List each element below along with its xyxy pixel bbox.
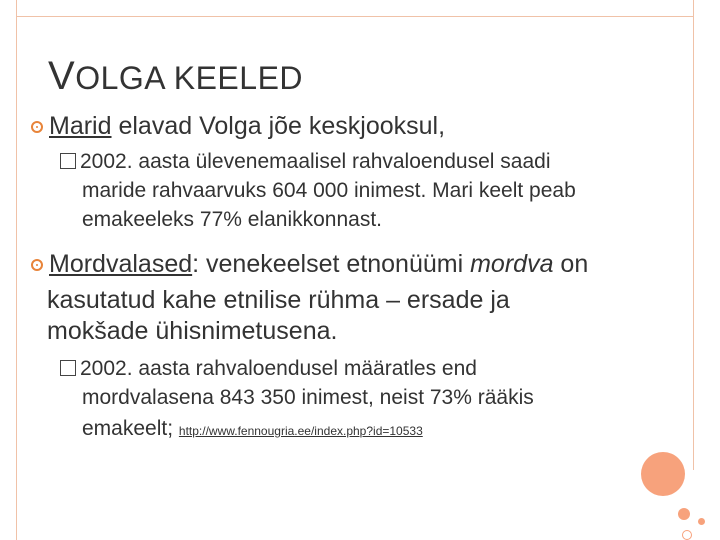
keyword-marid: Marid (49, 112, 112, 140)
fennougria-link[interactable]: http://www.fennougria.ee/index.php?id=10533 (178, 424, 423, 438)
decor-circle-small (678, 508, 690, 520)
slide-title (48, 54, 303, 99)
sub-bullet-marid-line1 (60, 147, 551, 176)
frame-line-top (16, 16, 694, 17)
decor-circle-large (641, 452, 685, 496)
sub-bullet-marid-line2: maride rahvaarvuks 604 000 inimest. Mari keelt peab (82, 179, 576, 202)
bullet-mordvalased (31, 246, 588, 282)
mordva-sub-line1: 2002. aasta rahvaloendusel määratles end (80, 357, 477, 380)
marid-text: elavad Volga jõe keskjooksul, (111, 112, 446, 140)
bullet-marid (31, 108, 445, 144)
bullet-circle-icon (31, 259, 43, 271)
mordvalased-line3: mokšade ühisnimetusena. (47, 317, 338, 345)
mordva-italic: mordva (470, 250, 554, 278)
title-initial: V (48, 54, 76, 98)
keyword-mordvalased: Mordvalased (49, 250, 193, 278)
checkbox-square-icon (60, 360, 76, 376)
sub-bullet-mordva-line1 (60, 354, 477, 383)
sub-bullet-mordva-line2: mordvalasena 843 350 inimest, neist 73% rääkis (82, 386, 534, 409)
frame-line-right (693, 0, 694, 470)
title-rest: OLGA KEELED (75, 60, 304, 96)
frame-line-left (16, 0, 17, 540)
mordvalased-text-b: on (553, 250, 589, 278)
sub-bullet-marid-line3: emakeeleks 77% elanikkonnast. (82, 208, 383, 231)
marid-sub-line1: 2002. aasta ülevenemaalisel rahvaloendusel saadi (80, 150, 551, 173)
mordva-sub-line3: emakeelt; (82, 417, 179, 440)
mordvalased-text-a: : venekeelset etnonüümi (192, 250, 471, 278)
decor-circle-dot (698, 518, 705, 525)
decor-circle-ring (682, 530, 692, 540)
sub-bullet-mordva-line3 (82, 414, 423, 446)
checkbox-square-icon (60, 153, 76, 169)
mordvalased-line2: kasutatud kahe etnilise rühma – ersade ja (47, 286, 510, 314)
bullet-circle-icon (31, 121, 43, 133)
